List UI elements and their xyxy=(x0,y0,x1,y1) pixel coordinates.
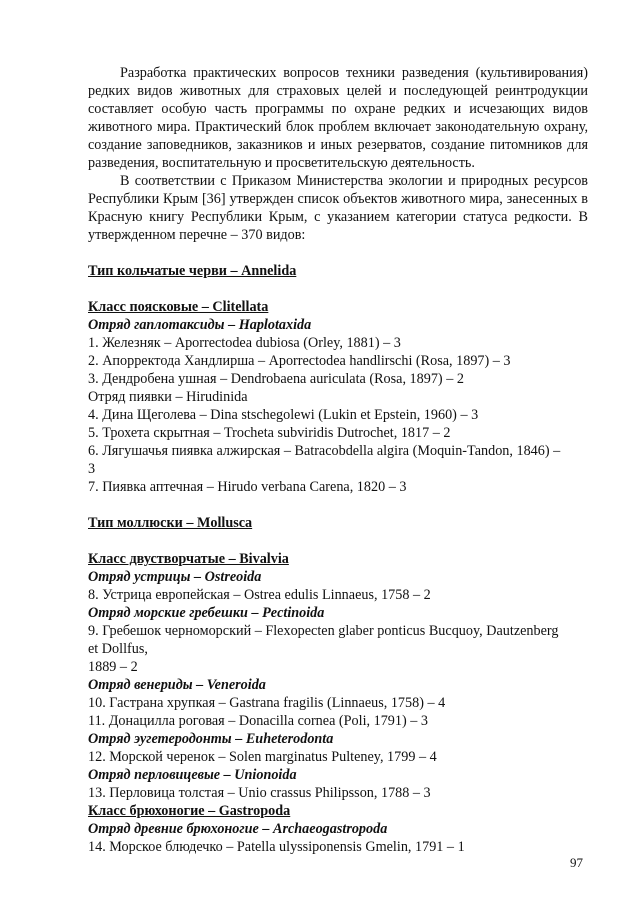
section-heading: Класс брюхоногие – Gastropoda xyxy=(88,803,291,819)
order-heading: Отряд древние брюхоногие – Archaeogastropoda xyxy=(88,821,388,837)
order-heading: Отряд перловицевые – Unionoida xyxy=(88,767,297,783)
spacer xyxy=(88,280,588,298)
section-heading: Тип моллюски – Mollusca xyxy=(88,515,253,531)
spacer xyxy=(88,532,588,550)
order-heading: Отряд устрицы – Ostreoida xyxy=(88,569,262,585)
species-list xyxy=(88,244,588,856)
intro-paragraph: В соответствии с Приказом Министерства экологии и природных ресурсов Республики Крым [36] утвержден список объектов животного мира, занесенных в Красную книгу Республики Крым, с указанием категории статуса редкости. В утвержденном перечне – 370 видов: xyxy=(88,173,588,243)
species-entry: 5. Трохета скрытная – Trocheta subviridis Dutrochet, 1817 – 2 xyxy=(88,425,451,441)
species-entry: 13. Перловица толстая – Unio crassus Philipsson, 1788 – 3 xyxy=(88,785,431,801)
spacer xyxy=(88,244,588,262)
order-heading: Отряд гаплотаксиды – Haplotaxida xyxy=(88,317,312,333)
species-entry: et Dollfus, xyxy=(88,641,148,657)
species-entry: Отряд пиявки – Hirudinida xyxy=(88,389,248,405)
species-entry: 3 xyxy=(88,461,96,477)
page-body xyxy=(88,64,588,856)
section-heading: Класс поясковые – Clitellata xyxy=(88,299,269,315)
section-heading: Класс двустворчатые – Bivalvia xyxy=(88,551,289,567)
species-entry: 6. Лягушачья пиявка алжирская – Batracobdella algira (Moquin-Tandon, 1846) – xyxy=(88,443,561,459)
order-heading: Отряд эугетеродонты – Euheterodonta xyxy=(88,731,334,747)
section-heading: Тип кольчатые черви – Annelida xyxy=(88,263,297,279)
species-entry: 1. Железняк – Aporrectodea dubiosa (Orley, 1881) – 3 xyxy=(88,335,401,351)
spacer xyxy=(88,496,588,514)
intro-paragraph: Разработка практических вопросов техники разведения (культивирования) редких видов животных для страховых целей и последующей реинтродукции составляет особую часть программы по охране редких и исчезающих видов животного мира. Практический блок проблем включает законодательную охрану, создание заповедников, заказников и иных резерватов, создание питомников для разведения, воспитательную и просветительскую деятельность. xyxy=(88,65,588,171)
species-entry: 11. Донацилла роговая – Donacilla cornea (Poli, 1791) – 3 xyxy=(88,713,428,729)
species-entry: 10. Гастрана хрупкая – Gastrana fragilis (Linnaeus, 1758) – 4 xyxy=(88,695,446,711)
species-entry: 8. Устрица европейская – Ostrea edulis Linnaeus, 1758 – 2 xyxy=(88,587,431,603)
species-entry: 7. Пиявка аптечная – Hirudo verbana Carena, 1820 – 3 xyxy=(88,479,407,495)
species-entry: 2. Апорректода Хандлирша – Aporrectodea handlirschi (Rosa, 1897) – 3 xyxy=(88,353,511,369)
order-heading: Отряд венериды – Veneroida xyxy=(88,677,266,693)
page-number: 97 xyxy=(570,855,583,870)
species-entry: 9. Гребешок черноморский – Flexopecten glaber ponticus Bucquoy, Dautzenberg xyxy=(88,623,559,639)
species-entry: 1889 – 2 xyxy=(88,659,138,675)
order-heading: Отряд морские гребешки – Pectinoida xyxy=(88,605,325,621)
species-entry: 3. Дендробена ушная – Dendrobaena auriculata (Rosa, 1897) – 2 xyxy=(88,371,464,387)
species-entry: 14. Морское блюдечко – Patella ulyssiponensis Gmelin, 1791 – 1 xyxy=(88,839,465,855)
species-entry: 4. Дина Щеголева – Dina stschegolewi (Lukin et Epstein, 1960) – 3 xyxy=(88,407,479,423)
species-entry: 12. Морской черенок – Solen marginatus Pulteney, 1799 – 4 xyxy=(88,749,437,765)
